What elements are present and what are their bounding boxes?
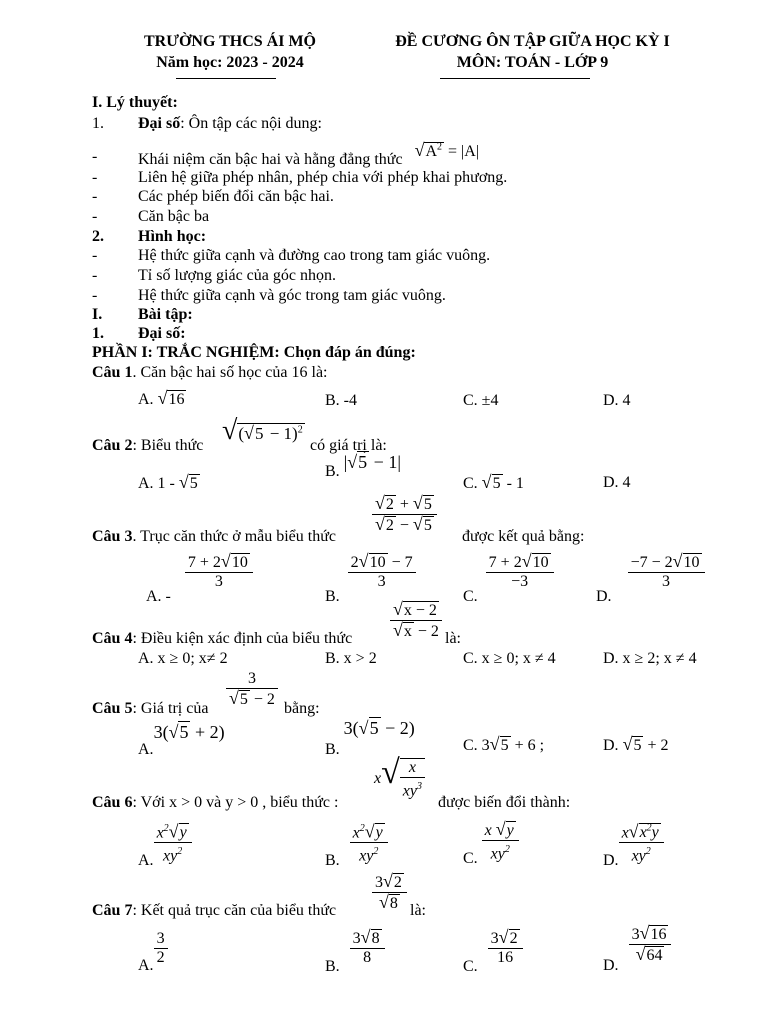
question-3 — [92, 528, 336, 546]
question-7-tail: là: — [410, 902, 426, 919]
algebra-number: 1. — [92, 115, 104, 132]
question-5-label: Câu 5 — [92, 700, 133, 717]
algebra-item-1 — [138, 140, 480, 169]
geometry-item-1: Hệ thức giữa cạnh và đường cao trong tam giác vuông. — [138, 247, 491, 264]
geometry-item-3: Hệ thức giữa cạnh và góc trong tam giác vuông. — [138, 287, 446, 304]
q5-option-d: D. √5 + 2 — [603, 734, 669, 754]
q2-option-a: A. 1 - √5 — [138, 472, 198, 492]
q5-option-b: B. 3(√5 − 2) — [325, 718, 415, 758]
document-subject: MÔN: TOÁN - LỚP 9 — [456, 54, 609, 71]
algebra-item-1-text: Khái niệm căn bậc hai và hằng đẳng thức — [138, 151, 403, 168]
geometry-item-2: Tỉ số lượng giác của góc nhọn. — [138, 267, 336, 284]
school-name: TRƯỜNG THCS ÁI MỘ — [143, 33, 316, 50]
q5-option-c: C. 3√5 + 6 ; — [463, 734, 545, 754]
part1-heading: PHẦN I: TRẮC NGHIỆM: Chọn đáp án đúng: — [92, 344, 416, 361]
question-6-label: Câu 6 — [92, 794, 133, 811]
question-6-text: : Với x > 0 và y > 0 , biểu thức : — [132, 794, 339, 811]
q4-option-b: B. x > 2 — [325, 650, 377, 667]
question-4-label: Câu 4 — [92, 630, 133, 647]
exercises-algebra-label: Đại số: — [138, 325, 186, 342]
bullet-dash: - — [92, 169, 98, 186]
q4-option-d: D. x ≥ 2; x ≠ 4 — [603, 650, 697, 667]
q5-option-a: A.3(√5 + 2) — [138, 722, 225, 758]
question-2 — [92, 437, 203, 455]
q3-option-d: D. $\frac{-7 - 2√10}{3}$ — [596, 552, 705, 591]
question-3-text: . Trục căn thức ở mẫu biểu thức — [132, 528, 336, 545]
question-2-text: : Biểu thức — [132, 437, 204, 454]
question-2-tail: có giá trị là: — [310, 437, 387, 454]
question-5-tail: bằng: — [284, 700, 320, 717]
question-6-tail: được biến đổi thành: — [438, 794, 571, 811]
q4-option-c: C. x ≥ 0; x ≠ 4 — [463, 650, 556, 667]
q6-option-c: C. $\frac{x √y}{xy^2}$ — [463, 820, 519, 863]
q3-option-a: A. - $\frac{7 + 2√10}{3}$ — [146, 552, 253, 591]
question-4 — [92, 630, 352, 648]
exercises-algebra-number: 1. — [92, 325, 104, 342]
algebra-rest: : Ôn tập các nội dung: — [180, 115, 322, 132]
geometry-label: Hình học: — [138, 228, 207, 245]
bullet-dash: - — [92, 287, 98, 304]
bullet-dash: - — [92, 247, 98, 264]
school-year: Năm học: 2023 - 2024 — [156, 54, 304, 71]
question-5-text: : Giá trị của — [132, 700, 209, 717]
q6-option-d: D. $\frac{x√x^2y}{xy^2}$ — [603, 820, 664, 866]
question-7-text: : Kết quả trục căn của biểu thức — [132, 902, 337, 919]
q2-expression: $√(√5 - 1)^2$ — [222, 415, 303, 446]
theory-heading: I. Lý thuyết: — [92, 94, 178, 111]
question-6 — [92, 794, 338, 812]
document-title: ĐỀ CƯƠNG ÔN TẬP GIỮA HỌC KỲ I — [395, 33, 670, 50]
q1-option-c: C. ±4 — [463, 392, 499, 409]
algebra-item-4: Căn bậc ba — [138, 208, 210, 225]
exercises-label: Bài tập: — [138, 306, 193, 323]
q2-option-d: D. 4 — [603, 474, 631, 491]
q3-option-b: B. $\frac{2√10 - 7}{3}$ — [325, 552, 416, 591]
question-4-tail: là: — [445, 630, 461, 647]
identity-formula: $√A^2 = |A|$ — [414, 140, 480, 160]
question-3-label: Câu 3 — [92, 528, 133, 545]
q3-expression: $\frac{√2 + √5}{√2 - √5}$ — [372, 494, 437, 535]
algebra-line — [138, 115, 322, 133]
question-1-text: . Căn bậc hai số học của 16 là: — [132, 364, 328, 381]
question-5 — [92, 700, 208, 718]
q6-expression: x√ $\frac{x}{xy^3}$ — [374, 754, 425, 800]
q7-expression: $\frac{3√2}{√8}$ — [372, 872, 407, 913]
question-7 — [92, 902, 336, 920]
question-2-label: Câu 2 — [92, 437, 133, 454]
question-3-tail: được kết quả bằng: — [462, 528, 585, 545]
bullet-dash: - — [92, 208, 98, 225]
geometry-number: 2. — [92, 228, 104, 245]
exercises-number: I. — [92, 306, 103, 323]
header-rule-left — [176, 78, 276, 79]
question-4-text: : Điều kiện xác định của biểu thức — [132, 630, 353, 647]
bullet-dash: - — [92, 188, 98, 205]
q1-option-a: A. √16 — [138, 388, 185, 408]
bullet-dash: - — [92, 148, 98, 165]
q4-option-a: A. x ≥ 0; x≠ 2 — [138, 650, 228, 667]
q1-option-b: B. -4 — [325, 392, 357, 409]
question-1 — [92, 364, 328, 382]
q6-option-a: A. $\frac{x^2√y}{xy^2}$ — [138, 820, 192, 866]
q3-option-c: C. $\frac{7 + 2√10}{-3}$ — [463, 552, 554, 591]
q4-expression: $\frac{√x - 2}{√x - 2}$ — [390, 600, 442, 641]
q6-option-b: B. $\frac{x^2√y}{xy^2}$ — [325, 820, 388, 866]
algebra-label: Đại số — [138, 115, 181, 132]
question-1-label: Câu 1 — [92, 364, 133, 381]
q2-option-b: B. |√5 − 1| — [325, 452, 401, 480]
q7-option-b: B. $\frac{3√8}{8}$ — [325, 928, 385, 967]
algebra-item-2: Liên hệ giữa phép nhân, phép chia với phép khai phương. — [138, 169, 508, 186]
algebra-item-3: Các phép biến đổi căn bậc hai. — [138, 188, 334, 205]
header-rule-right — [440, 78, 590, 79]
q5-expression: $\frac{3}{√5 - 2}$ — [226, 670, 278, 709]
bullet-dash: - — [92, 267, 98, 284]
question-7-label: Câu 7 — [92, 902, 133, 919]
q2-option-c: C. √5 - 1 — [463, 472, 524, 492]
q7-option-a: A. $\frac{3}{2}$ — [138, 930, 168, 967]
q7-option-c: C. $\frac{3√2}{16}$ — [463, 928, 523, 967]
q7-option-d: D. $\frac{3√16}{√64}$ — [603, 924, 671, 965]
q1-option-d: D. 4 — [603, 392, 631, 409]
